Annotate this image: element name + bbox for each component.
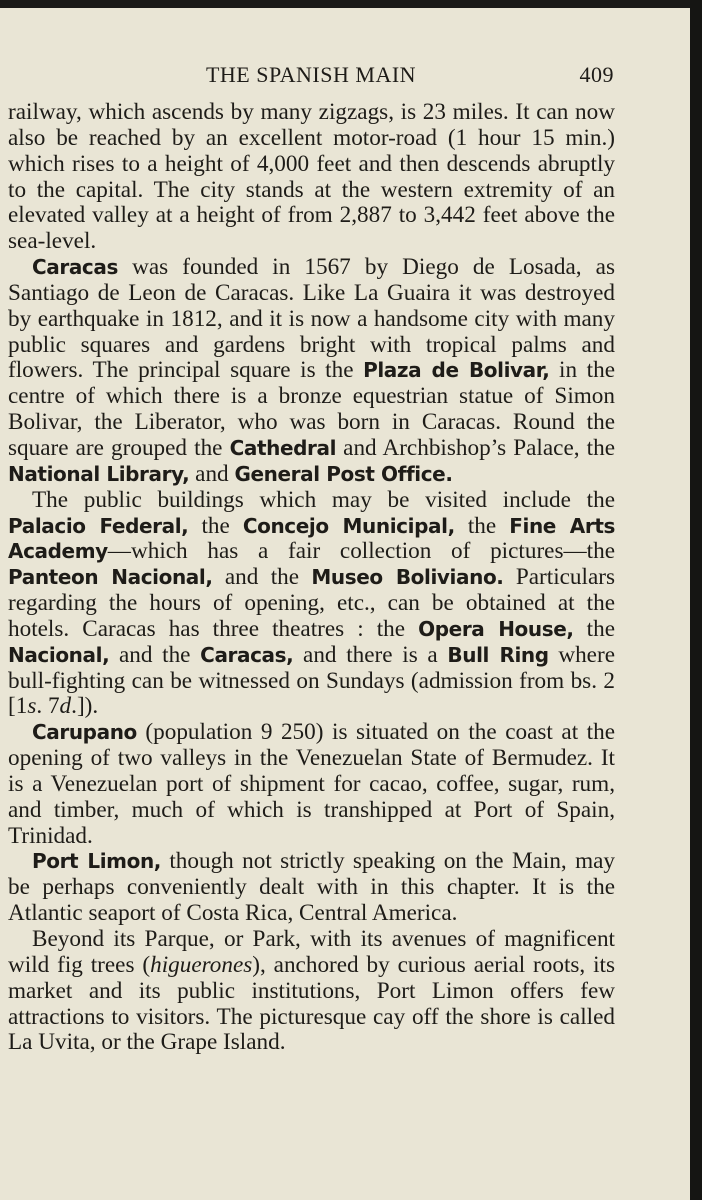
book-page [0,8,690,1200]
page-number: 409 [579,62,614,87]
scan-right-edge [690,0,702,1200]
text-run: The public buildings which may be visited include the [32,486,615,513]
bold-term: Museo Boliviano. [311,565,504,590]
text-run: Beyond its Parque, or Park, with its avenues of magnificent wild fig trees ( [8,926,615,978]
text-run: where bull-fighting can be witnessed on Sundays (admission from bs. 2 [1 [8,641,615,720]
text-run: the [188,512,243,539]
text-run: (population 9 250) is situated on the coast at the opening of two valleys in the Venezuelan State of Bermudez. It is a Venezuelan port of shipment for cacao, coffee, sugar, rum, and timber, much of which is transhipped at Port of Spain, Trinidad. [8,719,615,849]
scan-top-edge [0,0,702,8]
text-run: Particulars regarding the hours of opening, etc., can be obtained at the hotels. Caracas has three theatres : the [8,564,615,642]
bold-term: Caracas [32,255,118,280]
bold-term: Opera House, [418,616,574,641]
bold-term: National Library, [8,461,190,486]
paragraph-carupano [8,720,615,849]
text-run: railway, which ascends by many zigzags, is 23 miles. It can now also be reached by an excellent motor-road (1 hour 15 min.) which rises to a height of 4,000 feet and then descends abruptly to the capital. The city stands at the western extremity of an elevated valley at a height of from 2,887 to 3,442 feet above the sea-level. [8,99,615,255]
text-run: and the [109,641,201,668]
running-title: THE SPANISH MAIN [205,62,417,87]
text-run: the [454,512,510,539]
bold-term: Palacio Federal, [8,513,189,538]
body-text [8,100,615,1056]
paragraph-public-buildings [8,488,615,721]
text-run: . 7 [36,693,60,720]
text-run: .]). [71,693,99,720]
bold-term: Fine Arts Academy [8,513,615,564]
bold-term: Caracas, [200,642,294,667]
text-run: and the [212,564,312,591]
paragraph-caracas [8,255,615,488]
text-run: —which has a fair collection of pictures—the [107,538,615,565]
bold-term: Plaza de Bolivar, [363,358,550,383]
text-run: the [573,615,616,642]
bold-term: Nacional, [8,642,110,667]
paragraph-railway [8,100,615,255]
text-run: and Archbishop’s Palace, the [336,434,615,461]
text-run: and [189,460,235,487]
text-run: and there is a [293,641,448,668]
text-run: in the centre of which there is a bronze equestrian statue of Simon Bolivar, the Liberator, who was born in Caracas. Round the square are grouped the [8,357,615,461]
bold-term: Port Limon, [32,849,161,874]
italic-text: d [59,693,72,720]
paragraph-port-limon [8,849,615,927]
bold-term: Cathedral [229,435,337,460]
paragraph-parque [8,927,615,1056]
italic-text: higuerones [150,951,253,978]
bold-term: Panteon Nacional, [8,565,213,590]
italic-text: s [27,693,37,720]
bold-term: Concejo Municipal, [242,513,455,538]
bold-term: Carupano [32,720,137,745]
page-header [8,62,614,92]
text-run: ), anchored by curious aerial roots, its market and its public institutions, Port Limon offers few attractions to visitors. The picturesque cay off the shore is called La Uvita, or the Grape Island. [8,951,615,1056]
text-run: though not strictly speaking on the Main, may be perhaps conveniently dealt with in this chapter. It is the Atlantic seaport of Costa Rica, Central America. [8,848,615,927]
text-run: was founded in 1567 by Diego de Losada, as Santiago de Leon de Caracas. Like La Guaira it was destroyed by earthquake in 1812, and it is now a handsome city with many public squares and gardens bright with tropical palms and flowers. The principal square is the [8,254,615,384]
bold-term: Bull Ring [447,642,549,667]
bold-term: General Post Office. [234,461,453,486]
